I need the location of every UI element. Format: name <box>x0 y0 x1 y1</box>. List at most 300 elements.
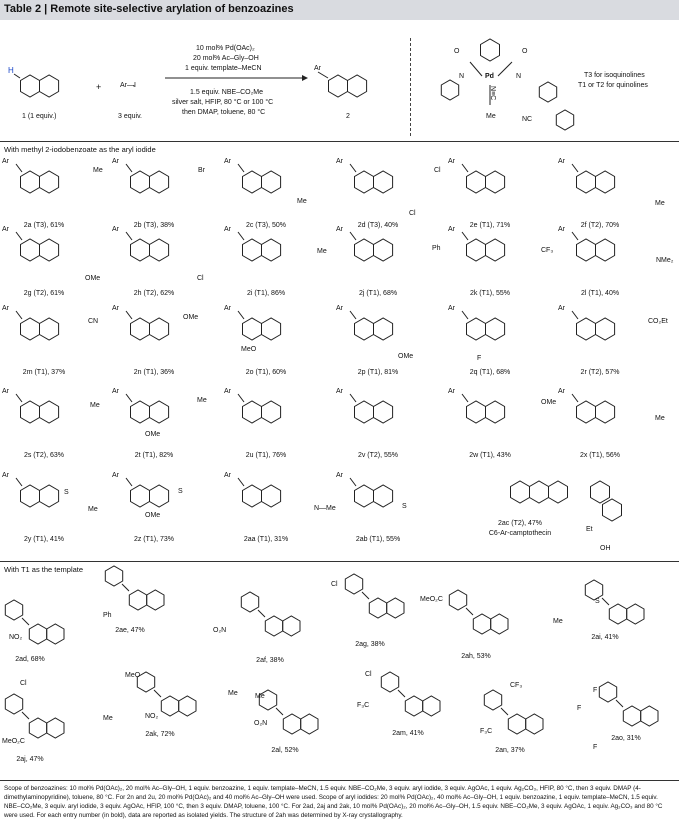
azine-ring <box>486 171 505 193</box>
substituent-me: Me <box>88 506 98 513</box>
aryl-bond <box>126 311 132 319</box>
substituent-ome: OMe <box>541 399 557 406</box>
azine-ring <box>526 714 543 734</box>
compound-label: 2h (T2), 62% <box>133 290 175 297</box>
compound-label: 2ad, 68% <box>15 656 45 663</box>
benzene-ring <box>243 401 262 423</box>
compound-label: 2i (T1), 86% <box>246 290 286 297</box>
benzene-ring <box>129 590 146 610</box>
benzene-ring <box>355 171 374 193</box>
cond-line-2: 20 mol% Ac–Gly–OH <box>193 55 259 62</box>
remote-ch-bond <box>14 74 20 78</box>
phenyl-ring <box>441 80 458 100</box>
substituent-no2: NO₂ <box>9 634 23 641</box>
substituent-ome: OMe <box>183 314 199 321</box>
aryl-bond <box>572 232 578 240</box>
substituent-me: Me <box>297 198 307 205</box>
compound-label: 2o (T1), 60% <box>245 369 287 376</box>
ar-label: Ar <box>112 226 119 233</box>
substituent-ome: OMe <box>145 431 161 438</box>
product-ar: Ar <box>314 65 321 72</box>
substituent-f: F <box>593 744 598 751</box>
compound-label: 2p (T1), 81% <box>357 369 399 376</box>
azine-ring <box>301 714 318 734</box>
benzene-ring <box>467 171 486 193</box>
substituent-nme2: NMe₂ <box>656 257 674 264</box>
aryl-bond <box>16 164 22 172</box>
substituent-me: Me <box>93 167 103 174</box>
benzene-ring <box>609 604 626 624</box>
aryl-bond <box>126 478 132 486</box>
substituent-cl: Cl <box>434 167 441 174</box>
compound-label: 2j (T1), 68% <box>358 290 398 297</box>
aryl-bond <box>238 394 244 402</box>
substituent-co2et: CO₂Et <box>648 318 668 325</box>
aryl-bond <box>16 394 22 402</box>
substituent-meo2c: MeO₂C <box>2 738 25 745</box>
benzene-ring <box>265 616 282 636</box>
compound-label: 2ag, 38% <box>355 641 385 648</box>
compound-label: 2aa (T1), 31% <box>243 536 289 543</box>
section-heading-2: With T1 as the template <box>4 565 84 574</box>
azine-ring <box>486 401 505 423</box>
azine-ring <box>491 614 508 634</box>
template-nitrile: N≡C <box>489 86 496 101</box>
compound-label: 2a (T3), 61% <box>23 222 65 229</box>
compound-label: 2aj, 47% <box>16 756 44 763</box>
azine-ring <box>348 75 367 97</box>
ar-label: Ar <box>224 158 231 165</box>
benzene-ring <box>131 401 150 423</box>
plus-sign: + <box>96 82 102 92</box>
substituent-s: S <box>595 598 600 605</box>
biaryl-ring-1 <box>539 82 556 102</box>
ar-label: Ar <box>2 158 9 165</box>
ar-label: Ar <box>558 226 565 233</box>
azine-ring <box>147 590 164 610</box>
azine-ring <box>40 485 59 507</box>
benzene-ring <box>355 485 374 507</box>
benzene-ring <box>131 485 150 507</box>
benzene-ring <box>21 401 40 423</box>
camptothecin-ring-a <box>511 481 530 503</box>
benzene-ring <box>467 401 486 423</box>
substituent-me: Me <box>655 200 665 207</box>
substituent-no2: NO₂ <box>145 713 159 720</box>
aryl-bond <box>462 232 468 240</box>
ar-label: Ar <box>336 472 343 479</box>
aryl-bond <box>572 394 578 402</box>
compound-label: 2n (T1), 36% <box>133 369 175 376</box>
substituent-f3c: F₃C <box>480 728 493 735</box>
aryl-bond <box>126 164 132 172</box>
biaryl-bond <box>362 592 369 599</box>
substituent-me: Me <box>553 618 563 625</box>
compound-label: 2v (T2), 55% <box>357 452 399 459</box>
azine-ring <box>150 239 169 261</box>
biaryl-bond <box>466 608 473 615</box>
benzene-ring <box>577 239 596 261</box>
azine-ring <box>596 318 615 340</box>
aryl-bond <box>16 311 22 319</box>
substituent-cf3: CF₃ <box>510 682 523 689</box>
aryl-bond <box>126 232 132 240</box>
benzene-ring <box>131 239 150 261</box>
camptothecin-ring-c <box>549 481 568 503</box>
benzene-ring <box>283 714 300 734</box>
azine-ring <box>47 718 64 738</box>
substituent-cl: Cl <box>331 581 338 588</box>
substituent-f: F <box>593 687 598 694</box>
ar-label: Ar <box>224 388 231 395</box>
substituent-nme: N—Me <box>314 505 336 512</box>
template-note-2: T1 or T2 for quinolines <box>578 82 648 89</box>
biaryl-bond <box>258 610 265 617</box>
remote-h-label: H <box>8 66 14 75</box>
benzene-ring <box>623 706 640 726</box>
benzene-ring <box>577 171 596 193</box>
compound-label: 2am, 41% <box>392 730 424 737</box>
substituent-o2n: O₂N <box>213 627 227 634</box>
aryl-bond <box>350 478 356 486</box>
aryl-bond <box>318 72 328 78</box>
substituent-f: F <box>577 705 582 712</box>
reagent-equiv: 3 equiv. <box>118 113 142 120</box>
camptothecin-label: 2ac (T2), 47% <box>498 520 542 527</box>
substituent-me: Me <box>90 402 100 409</box>
compound-label: 2t (T1), 82% <box>134 452 174 459</box>
benzene-ring <box>508 714 525 734</box>
compound-label: 2l (T1), 40% <box>580 290 620 297</box>
compound-label: 2ao, 31% <box>611 735 641 742</box>
ar-label: Ar <box>336 226 343 233</box>
substituent-cl: Cl <box>197 275 204 282</box>
azine-ring <box>40 171 59 193</box>
ar-label: Ar <box>558 158 565 165</box>
aryl-bond <box>350 164 356 172</box>
azine-ring <box>179 696 196 716</box>
compound-label: 2m (T1), 37% <box>22 369 66 376</box>
substituent-f: F <box>477 355 482 362</box>
camptothecin-ring-b <box>530 481 549 503</box>
substituent-ome: OMe <box>85 275 101 282</box>
azine-ring <box>40 75 59 97</box>
azine-ring <box>374 239 393 261</box>
substituent-o2n: O₂N <box>254 720 268 727</box>
ar-label: Ar <box>448 226 455 233</box>
biaryl-ring-2 <box>556 110 573 130</box>
benzene-ring <box>21 75 40 97</box>
aryl-bond <box>238 311 244 319</box>
cond-line-3: 1 equiv. template–MeCN <box>185 65 262 72</box>
template-o-left: O <box>454 48 460 55</box>
ar-label: Ar <box>2 226 9 233</box>
substituent-cl: Cl <box>20 680 27 687</box>
azine-ring <box>262 239 281 261</box>
substituent-me: Me <box>255 693 265 700</box>
ar-label: Ar <box>558 305 565 312</box>
scheme-divider <box>410 38 411 136</box>
camptothecin-ring-e <box>603 499 622 521</box>
ar-label: Ar <box>336 388 343 395</box>
aryl-bond <box>462 164 468 172</box>
biaryl-bond <box>501 708 508 715</box>
ar-label: Ar <box>336 158 343 165</box>
substituent-cn: CN <box>88 318 99 325</box>
benzene-ring <box>29 718 46 738</box>
compound-label: 2q (T1), 68% <box>469 369 511 376</box>
biaryl-bond <box>154 690 161 697</box>
substituent-meo: MeO <box>125 672 141 679</box>
aryl-ring <box>345 574 362 594</box>
aryl-ring <box>105 566 122 586</box>
section-rule-1 <box>0 141 679 142</box>
azine-ring <box>374 318 393 340</box>
aryl-bond <box>238 232 244 240</box>
benzene-ring <box>21 239 40 261</box>
azine-ring <box>40 401 59 423</box>
compound-label: 2k (T1), 55% <box>469 290 511 297</box>
benzene-ring <box>405 696 422 716</box>
azine-ring <box>262 171 281 193</box>
substituent-ph: Ph <box>432 245 441 252</box>
benzene-ring <box>21 171 40 193</box>
benzene-ring <box>243 239 262 261</box>
template-bond <box>498 62 512 76</box>
substituent-br: Br <box>198 167 205 174</box>
azine-ring <box>150 171 169 193</box>
substituent-me: Me <box>197 397 207 404</box>
azine-ring <box>150 485 169 507</box>
azine-ring <box>150 401 169 423</box>
ar-label: Ar <box>2 305 9 312</box>
aryl-bond <box>572 311 578 319</box>
ar-label: Ar <box>448 305 455 312</box>
cond-line-6: then DMAP, toluene, 80 °C <box>182 109 266 116</box>
section-rule-3 <box>0 780 679 781</box>
aryl-bond <box>350 232 356 240</box>
pyridine-ring <box>481 39 500 61</box>
azine-ring <box>374 485 393 507</box>
aryl-bond <box>572 164 578 172</box>
substituent-me: Me <box>103 715 113 722</box>
compound-label: 2al, 52% <box>271 747 299 754</box>
azine-ring <box>283 616 300 636</box>
template-cn: NC <box>522 116 533 123</box>
benzene-ring <box>473 614 490 634</box>
aryl-ring <box>484 690 501 710</box>
compound-label: 2s (T2), 63% <box>23 452 65 459</box>
ar-label: Ar <box>224 472 231 479</box>
ar-label: Ar <box>224 226 231 233</box>
benzene-ring <box>355 401 374 423</box>
camptothecin-name: C6-Ar-camptothecin <box>488 530 552 537</box>
compound-label: 2z (T1), 73% <box>133 536 175 543</box>
compound-label: 2an, 37% <box>495 747 525 754</box>
cond-line-1: 10 mol% Pd(OAc)₂ <box>196 45 255 52</box>
substituent-me: Me <box>228 690 238 697</box>
section-heading-1: With methyl 2-iodobenzoate as the aryl iodide <box>4 145 156 154</box>
camptothecin-ring-d <box>591 481 610 503</box>
aryl-bond <box>462 311 468 319</box>
benzene-ring <box>329 75 348 97</box>
cond-line-5: silver salt, HFIP, 80 °C or 100 °C <box>172 99 274 106</box>
arrow-head <box>302 75 308 81</box>
table-title: Table 2 | Remote site-selective arylation of benzoazines <box>4 3 294 15</box>
aryl-ring <box>241 592 258 612</box>
aryl-iodide: Ar—I <box>120 82 136 89</box>
substituent-cf3: CF₃ <box>541 247 554 254</box>
azine-ring <box>596 171 615 193</box>
section-rule-2 <box>0 561 679 562</box>
substituent-ph: Ph <box>103 612 112 619</box>
aryl-bond <box>238 164 244 172</box>
template-n-left: N <box>459 73 465 80</box>
footnote: Scope of benzoazines: 10 mol% Pd(OAc)₂, 20 mol% Ac–Gly–OH, 1 equiv. benzoazine, 1 equiv. template–MeCN, 1.5 equiv. NBE–CO₂Me, 3 equiv. aryl iodide, 3 equiv. AgOAc, 1 equiv. Ag₂CO₃, HFIP, 80 °C, then 3 equiv. DMAP (4-dimethylaminopyridine), toluene, 80 °C. For 2n and 2u, 20 mol% Pd(OAc)₂ and 40 mol% Ac–Gly–OH were used. Scope of aryl iodides: 20 mol% Pd(OAc)₂, 40 mol% Ac–Gly–OH, 1 equiv. benzoazine, 1 equiv. template–MeCN, 1.5 equiv. NBE–CO₂Me, 3 equiv. aryl iodide, 3 equiv. AgOAc, HFIP, 100 °C, then 3 equiv. DMAP, toluene, 100 °C. For 2ad, 2aj and 2ak, 10 mol% Pd(OAc)₂, 20 mol% Ac–Gly–OH, 1.5 equiv. NBE–CO₂Me, 3 equiv. AgOAc, 1 equiv. Ag₂CO₃ and 80 °C were used. For each entry number (in bold), data are reported as isolated yields. The structure of 2ah was determined by X-ray crystallography. <box>4 785 663 819</box>
ar-label: Ar <box>112 472 119 479</box>
compound-label: 2af, 38% <box>256 657 284 664</box>
biaryl-bond <box>22 712 29 719</box>
compound-label: 2ah, 53% <box>461 653 491 660</box>
substituent-f3c: F₃C <box>357 702 370 709</box>
aryl-bond <box>462 394 468 402</box>
azine-ring <box>627 604 644 624</box>
substituent-s: S <box>64 489 69 496</box>
azine-ring <box>486 239 505 261</box>
ar-label: Ar <box>112 388 119 395</box>
azine-ring <box>374 401 393 423</box>
compound-label: 2ak, 72% <box>145 731 175 738</box>
benzene-ring <box>355 318 374 340</box>
ar-label: Ar <box>2 388 9 395</box>
benzene-ring <box>369 598 386 618</box>
benzene-ring <box>577 401 596 423</box>
compound-label: 2u (T1), 76% <box>245 452 287 459</box>
azine-ring <box>387 598 404 618</box>
substituent-me: Me <box>655 415 665 422</box>
biaryl-bond <box>122 584 129 591</box>
azine-ring <box>374 171 393 193</box>
ar-label: Ar <box>2 472 9 479</box>
substituent-me: Me <box>317 248 327 255</box>
benzene-ring <box>243 318 262 340</box>
compound-label: 2r (T2), 57% <box>580 369 620 376</box>
substituent-et: Et <box>586 526 593 533</box>
compound-label: 2g (T2), 61% <box>23 290 65 297</box>
template-me: Me <box>486 113 496 120</box>
substituent-cl: Cl <box>365 671 372 678</box>
benzene-ring <box>467 318 486 340</box>
ar-label: Ar <box>448 158 455 165</box>
template-bond <box>470 62 482 76</box>
substituent-ome: OMe <box>145 512 161 519</box>
compound-label: 2ae, 47% <box>115 627 145 634</box>
benzene-ring <box>161 696 178 716</box>
compound-label: 2w (T1), 43% <box>469 452 511 459</box>
azine-ring <box>641 706 658 726</box>
template-pd: Pd <box>485 73 494 80</box>
aryl-ring <box>585 580 602 600</box>
azine-ring <box>262 485 281 507</box>
biaryl-bond <box>276 708 283 715</box>
substituent-ome: OMe <box>398 353 414 360</box>
aryl-ring <box>449 590 466 610</box>
benzene-ring <box>131 318 150 340</box>
aryl-bond <box>16 232 22 240</box>
aryl-ring <box>381 672 398 692</box>
benzene-ring <box>131 171 150 193</box>
aryl-bond <box>350 311 356 319</box>
cond-line-4: 1.5 equiv. NBE–CO₂Me <box>190 89 264 96</box>
aryl-bond <box>238 478 244 486</box>
ar-label: Ar <box>112 158 119 165</box>
substituent-meo2c: MeO₂C <box>420 596 443 603</box>
substituent-s: S <box>178 488 183 495</box>
biaryl-bond <box>602 598 609 605</box>
template-o-right: O <box>522 48 528 55</box>
ar-label: Ar <box>448 388 455 395</box>
template-note-1: T3 for isoquinolines <box>584 72 645 79</box>
azine-ring <box>262 401 281 423</box>
azine-ring <box>40 239 59 261</box>
biaryl-bond <box>22 618 29 625</box>
benzene-ring <box>21 318 40 340</box>
compound-label: 2c (T3), 50% <box>245 222 287 229</box>
substituent-meo: MeO <box>241 346 257 353</box>
biaryl-bond <box>616 700 623 707</box>
azine-ring <box>423 696 440 716</box>
benzene-ring <box>21 485 40 507</box>
product-label: 2 <box>346 113 350 120</box>
benzene-ring <box>577 318 596 340</box>
azine-ring <box>262 318 281 340</box>
azine-ring <box>150 318 169 340</box>
ar-label: Ar <box>336 305 343 312</box>
aryl-ring <box>599 682 616 702</box>
azine-ring <box>40 318 59 340</box>
aryl-bond <box>350 394 356 402</box>
azine-ring <box>596 401 615 423</box>
azine-ring <box>486 318 505 340</box>
biaryl-bond <box>398 690 405 697</box>
substrate-label: 1 (1 equiv.) <box>22 113 57 120</box>
aryl-bond <box>126 394 132 402</box>
ar-label: Ar <box>224 305 231 312</box>
azine-ring <box>596 239 615 261</box>
compound-label: 2ai, 41% <box>591 634 619 641</box>
compound-label: 2y (T1), 41% <box>23 536 65 543</box>
substituent-cl: Cl <box>409 210 416 217</box>
benzene-ring <box>243 171 262 193</box>
ar-label: Ar <box>112 305 119 312</box>
benzene-ring <box>355 239 374 261</box>
compound-label: 2ab (T1), 55% <box>355 536 401 543</box>
template-n-right: N <box>516 73 522 80</box>
compound-label: 2e (T1), 71% <box>469 222 511 229</box>
substituent-oh: OH <box>600 545 611 552</box>
benzene-ring <box>29 624 46 644</box>
azine-ring <box>47 624 64 644</box>
compound-label: 2b (T3), 38% <box>133 222 175 229</box>
aryl-bond <box>16 478 22 486</box>
compound-label: 2d (T3), 40% <box>357 222 399 229</box>
substituent-s: S <box>402 503 407 510</box>
compound-label: 2f (T2), 70% <box>580 222 620 229</box>
aryl-ring <box>5 600 22 620</box>
aryl-ring <box>5 694 22 714</box>
benzene-ring <box>467 239 486 261</box>
compound-label: 2x (T1), 56% <box>579 452 621 459</box>
